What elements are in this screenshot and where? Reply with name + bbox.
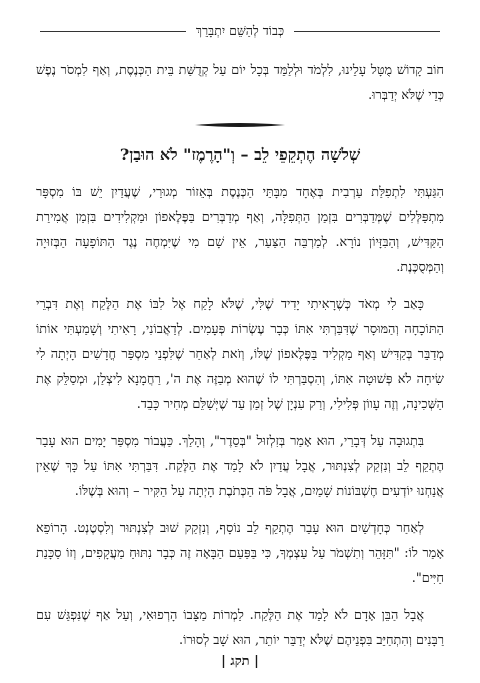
body-paragraph-4: לְאַחַר כְּחָדְשַׁיִם הוּא עָבַר הֶתְקֵף לֵב נוֹסָף, וְנִזְקַק שׁוּב לְצִנְתּוּר וְלִסְטֶנְט. הָרוֹפֵא אָמַר לוֹ: "תִּזָּהֵר וְתִשְׁמֹר עַל עַצְמְךָ, כִּי בַּפַּעַם הַבָּאָה זֶה כְּבָר נִתּוּחַ מַעֲקָפִים, וְזוֹ סַכָּנַת חַיִּים".	[36, 521, 444, 586]
intro-paragraph: חוֹב קָדוֹשׁ מֻטָּל עָלֵינוּ, לִלְמֹד וּלְלַמֵּד בְּכָל יוֹם עַל קְדֻשַּׁת בֵּית הַכְּנֶסֶת, וְאַף לִמְסֹר נֶפֶשׁ כְּדֵי שֶׁלֹּא יְדַבְּרוּ.	[36, 63, 444, 103]
running-header	[40, 18, 440, 44]
running-title: כְּבוֹד לְהַשֵּׁם יִתְבָּרֵךְ	[195, 23, 285, 38]
header-rule-right	[294, 31, 440, 32]
body-paragraph-3: בִּתְגוּבָה עַל דְּבָרַי, הוּא אָמַר בְּזִלְזוּל "בְּסֵדֶר", וְהָלַךְ. כַּעֲבוֹר מִסְפַּר יָמִים הוּא עָבַר הֶתְקֵף לֵב וְנִזְקַק לְצִנְתּוּר, אֲבָל עֲדַיִן לֹא לָמַד אֶת הַלֶּקַח. דִּבַּרְתִּי אִתּוֹ עַל כָּךְ שֶׁאֵין אֲנַחְנוּ יוֹדְעִים חֶשְׁבּוֹנוֹת שָׁמַיִם, אֲבָל פֹּה הַכְּתֹבֶת הָיְתָה עַל הַקִּיר – וְהוּא בְּשֶׁלּוֹ.	[36, 434, 444, 499]
body-paragraph-2: כָּאַב לִי מְאֹד כְּשֶׁרָאִיתִי יָדִיד שֶׁלִּי, שֶׁלֹּא לָקַח אֶל לִבּוֹ אֶת הַלֶּקַח וְאֶת דִּבְרֵי הַתּוֹכָחָה וְהַמּוּסָר שֶׁדִּבַּרְתִּי אִתּוֹ כְּבָר עֶשְׂרוֹת פְּעָמִים. לְדַאֲבוֹנִי, רָאִיתִי וְשָׁמַעְתִּי אוֹתוֹ מְדַבֵּר בְּקַדִּישׁ וְאַף מַקְלִיד בַּפֶּלֶאפוֹן שֶׁלּוֹ, וְזֹאת לְאַחַר שֶׁלִּפְנֵי מִסְפַּר חֳדָשִׁים הָיְתָה לִי שִׂיחָה לֹא פְּשׁוּטָה אִתּוֹ, וְהִסְבַּרְתִּי לוֹ שֶׁהוּא מְבַזֶּה אֶת ה', רַחֲמָנָא לִיצְלַן, וּמְסַלֵּק אֶת הַשְּׁכִינָה, וְזֶה עָווֹן פְּלִילִי, וְרַק עִנְיָן שֶׁל זְמַן עַד שֶׁיְּשַׁלֵּם מְחִיר כָּבֵד.	[36, 297, 444, 412]
section-divider-ornament	[36, 120, 444, 130]
page-body	[36, 58, 444, 665]
header-rule-left	[40, 31, 186, 32]
page-number: | תקג |	[221, 654, 259, 669]
section-title: שְׁלֹשָׁה הֶתְקֵפֵי לֵב – וְ"הָרֶמֶז" לֹא הוּבַן?	[119, 145, 361, 164]
body-paragraph-5: אֲבָל הַבֵּן אָדָם לֹא לָמַד אֶת הַלֶּקַח. לַמְרוֹת מַצָּבוֹ הָרְפוּאִי, וְעַל אַף שֶׁנִּפְגַּשׁ עִם רַבָּנִים וְהִתְחַיֵּב בִּפְנֵיהֶם שֶׁלֹּא יְדַבֵּר יוֹתֵר, הוּא שָׁב לְסוּרוֹ.	[36, 608, 444, 648]
body-paragraph-1: הִגַּעְתִּי לִתְפִלַּת עַרְבִית בְּאֶחָד מִבָּתֵּי הַכְּנֶסֶת בְּאֵזוֹר מְגוּרַי, שֶׁעֲדַיִן יֵשׁ בּוֹ מִסְפָּר מִתְפַּלְּלִים שֶׁמְּדַבְּרִים בִּזְמַן הַתְּפִלָּה, וְאַף מְדַבְּרִים בַּפֶּלֶאפוֹן וּמַקְלִידִים בִּזְמַן אֲמִירַת הַקַּדִּישׁ, וְהַבִּזָּיוֹן נוֹרָא. לְמַרְבֵּה הַצַּעַר, אֵין שָׁם מִי שֶׁיִּמְחֶה נֶגֶד הַתּוֹפָעָה הַבְּזוּיָה וְהַמְּסֻכֶּנֶת.	[36, 185, 444, 275]
